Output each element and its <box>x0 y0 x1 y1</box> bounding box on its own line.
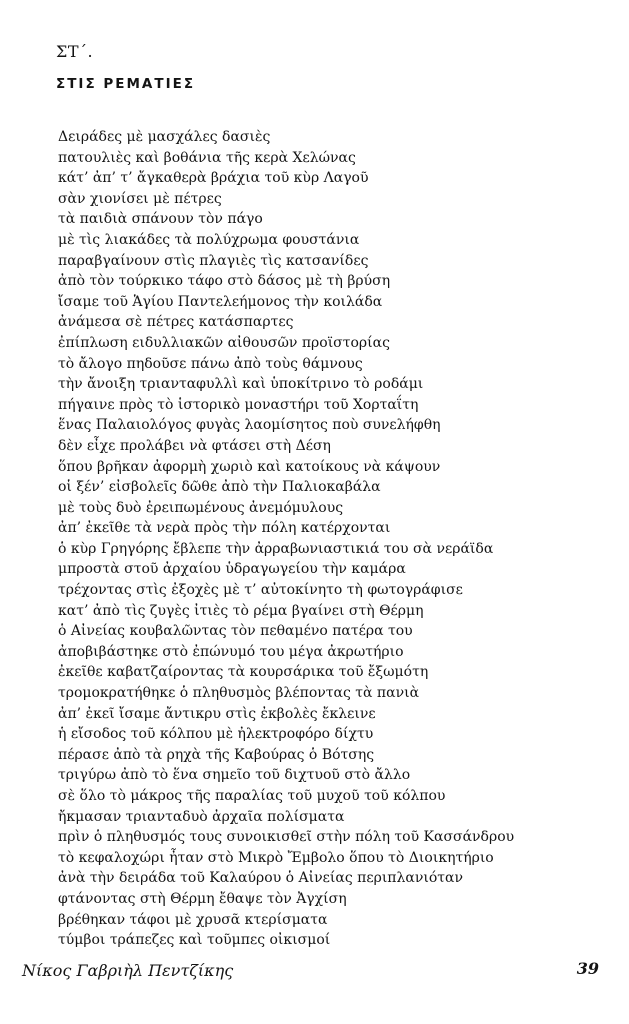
poem-line: πέρασε ἀπὸ τὰ ρηχὰ τῆς Καβούρας ὁ Βότσης <box>58 746 375 763</box>
poem-line: ὅπου βρῆκαν ἀφορμὴ χωριὸ καὶ κατοίκους νὰ κάψουν <box>58 458 441 475</box>
poem-line: οἱ ξέν’ εἰσβολεῖς δῶθε ἀπὸ τὴν Παλιοκαβάλα <box>58 479 381 496</box>
poem-line: ἀνὰ τὴν δειράδα τοῦ Καλαύρου ὁ Αἰνείας περιπλανιόταν <box>58 870 463 887</box>
poem-line: δὲν εἶχε προλάβει νὰ φτάσει στὴ Δέση <box>58 437 331 454</box>
poem-line: κάτ’ ἀπ’ τ’ ἄγκαθερὰ βράχια τοῦ κὺρ Λαγοῦ <box>58 170 369 187</box>
poem-line: παραβγαίνουν στὶς πλαγιὲς τὶς κατσανίδες <box>58 252 369 269</box>
poem-line: τρομοκρατήθηκε ὁ πληθυσμὸς βλέποντας τὰ πανιὰ <box>58 685 420 702</box>
poem-line: ἕνας Παλαιολόγος φυγὰς λαομίσητος ποὺ συνελήφθη <box>58 417 441 434</box>
poem-line: ἤκμασαν τριανταδυὸ ἀρχαῖα πολίσματα <box>58 808 345 825</box>
author-name: Νίκος Γαβριὴλ Πεντζίκης <box>22 961 234 980</box>
poem-line: ἀποβιβάστηκε στὸ ἐπώνυμό του μέγα ἀκρωτήριο <box>58 643 404 660</box>
poem-line: ἐκεῖθε καβατζαίροντας τὰ κουρσάρικα τοῦ ἔξωμότη <box>58 664 429 681</box>
poem-line: σὰν χιονίσει μὲ πέτρες <box>58 190 222 207</box>
poem-line: τὴν ἄνοιξη τριανταφυλλὶ καὶ ὑποκίτρινο τὸ ροδάμι <box>58 376 424 393</box>
section-number: ΣΤ΄. <box>56 42 94 61</box>
poem-line: μὲ τοὺς δυὸ ἐρειπωμένους ἀνεμόμυλους <box>58 499 344 516</box>
poem-line: Δειράδες μὲ μασχάλες δασιὲς <box>58 129 271 145</box>
poem-line: τρέχοντας στὶς ἐξοχὲς μὲ τ’ αὐτοκίνητο τὴ φωτογράφισε <box>58 582 463 599</box>
poem-line: ἴσαμε τοῦ Ἁγίου Παντελεήμονος τὴν κοιλάδα <box>58 293 383 310</box>
page-number: 39 <box>576 959 599 978</box>
poem-line: ἀπ’ ἐκεῖθε τὰ νερὰ πρὸς τὴν πόλη κατέρχονται <box>58 520 391 537</box>
poem-line: σὲ ὅλο τὸ μάκρος τῆς παραλίας τοῦ μυχοῦ τοῦ κόλπου <box>58 788 446 804</box>
poem-line: φτάνοντας στὴ Θέρμη ἔθαψε τὸν Ἀγχίση <box>58 890 347 907</box>
poem-line: μὲ τὶς λιακάδες τὰ πολύχρωμα φουστάνια <box>58 231 360 248</box>
poem-line: πατουλιὲς καὶ βοθάνια τῆς κερὰ Χελώνας <box>58 149 356 166</box>
poem-line: ἐπίπλωση ειδυλλιακῶν αἰθουσῶν προϊστορίας <box>58 334 390 351</box>
poem-line: μπροστὰ στοῦ ἀρχαίου ὑδραγωγείου τὴν καμάρα <box>58 561 406 578</box>
poem-line: τύμβοι τράπεζες καὶ τοῦμπες οἰκισμοί <box>58 932 331 949</box>
poem-line: πήγαινε πρὸς τὸ ἱστορικὸ μοναστήρι τοῦ Χορταΐτη <box>58 396 419 413</box>
poem-line: τὰ παιδιὰ σπάνουν τὸν πάγο <box>58 211 263 228</box>
poem-body <box>58 127 514 951</box>
poem-line: ἡ εἴσοδος τοῦ κόλπου μὲ ἠλεκτροφόρο δίχτυ <box>58 726 374 743</box>
poem-line: βρέθηκαν τάφοι μὲ χρυσᾶ κτερίσματα <box>58 911 328 928</box>
poem-line: τὸ ἄλογο πηδοῦσε πάνω ἀπὸ τοὺς θάμνους <box>58 355 363 372</box>
poem-line: ἀνάμεσα σὲ πέτρες κατάσπαρτες <box>58 314 294 331</box>
poem-line: κατ’ ἀπὸ τὶς ζυγὲς ἰτιὲς τὸ ρέμα βγαίνει στὴ Θέρμη <box>58 602 424 619</box>
poem-title: ΣΤΙΣ ΡΕΜΑΤΙΕΣ <box>56 76 196 92</box>
poem-line: πρὶν ὁ πληθυσμός τους συνοικισθεῖ στὴν πόλη τοῦ Κασσάνδρου <box>58 829 515 846</box>
poem-line: ὁ κὺρ Γρηγόρης ἔβλεπε τὴν ἀρραβωνιαστικιά του σὰ νεράϊδα <box>58 540 494 557</box>
poem-line: τὸ κεφαλοχώρι ἦταν στὸ Μικρὸ Ἔμβολο ὅπου τὸ Διοικητήριο <box>58 849 494 866</box>
poem-line: ὁ Αἰνείας κουβαλῶντας τὸν πεθαμένο πατέρα του <box>58 623 413 640</box>
poem-line: τριγύρω ἀπὸ τὸ ἕνα σημεῖο τοῦ διχτυοῦ στὸ ἄλλο <box>58 767 411 784</box>
poem-line: ἀπὸ τὸν τούρκικο τάφο στὸ δάσος μὲ τὴ βρύση <box>58 273 391 290</box>
poem-line: ἀπ’ ἐκεῖ ἴσαμε ἄντικρυ στὶς ἐκβολὲς ἔκλεινε <box>58 705 376 722</box>
